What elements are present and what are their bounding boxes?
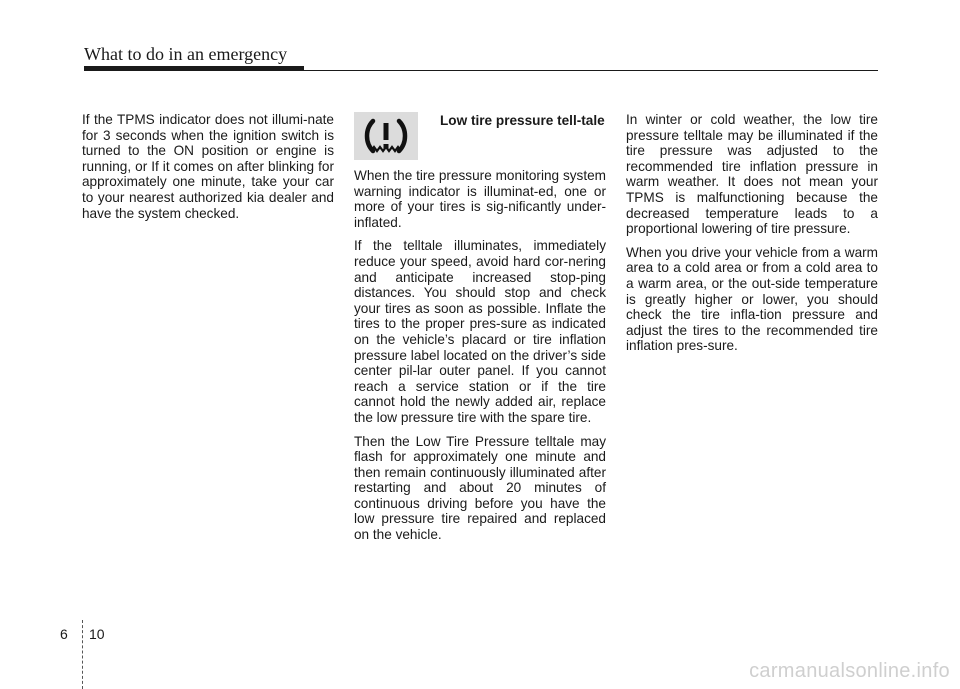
column-2 (354, 112, 606, 551)
header-rule-thin (300, 70, 878, 71)
column-3 (626, 112, 878, 362)
header-rule-thick (84, 66, 304, 71)
watermark: carmanualsonline.info (749, 660, 950, 682)
paragraph-temperature-change: When you drive your vehicle from a warm area to a cold area or from a cold area to a warm area, or the out-side temperature is greatly higher or lower, you should check the tire infla-tion pressure and adjust the tires to the recommended tire inflation pres-sure. (626, 244, 878, 354)
tire-pressure-warning-icon (354, 112, 418, 160)
telltale-heading (354, 112, 606, 160)
page-number: 10 (89, 626, 105, 642)
footer-divider (82, 620, 83, 689)
chapter-number: 6 (60, 626, 68, 642)
page-header-title: What to do in an emergency (84, 44, 288, 64)
column-1 (82, 112, 334, 229)
telltale-title: Low tire pressure tell-tale (440, 113, 605, 128)
paragraph-telltale-flash: Then the Low Tire Pressure telltale may flash for approximately one minute and then remain continuously illuminated after restarting and about 20 minutes of continuous driving before you have the low pressure tire repaired and replaced on the vehicle. (354, 433, 606, 543)
paragraph-warning-indicator: When the tire pressure monitoring system warning indicator is illuminat-ed, one or more of your tires is sig-nificantly under-inflated. (354, 168, 606, 230)
paragraph-tpms-indicator: If the TPMS indicator does not illumi-nate for 3 seconds when the ignition switch is turned to the ON position or engine is running, or If it comes on after blinking for approximately one minute, take your car to your nearest authorized kia dealer and have the system checked. (82, 112, 334, 221)
paragraph-telltale-illuminates: If the telltale illuminates, immediately reduce your speed, avoid hard cor-nering and anticipate increased stop-ping distances. You should stop and check your tires as soon as possible. Inflate the tires to the proper pres-sure as indicated on the vehicle’s placard or tire inflation pressure label located on the driver’s side center pil-lar outer panel. If you cannot reach a service station or if the tire cannot hold the newly added air, replace the low pressure tire with the spare tire. (354, 238, 606, 425)
paragraph-cold-weather: In winter or cold weather, the low tire pressure telltale may be illuminated if the tire pressure was adjusted to the recommended tire inflation pressure in warm weather. It does not mean your TPMS is malfunctioning because the decreased temperature leads to a proportional lowering of tire pressure. (626, 112, 878, 237)
